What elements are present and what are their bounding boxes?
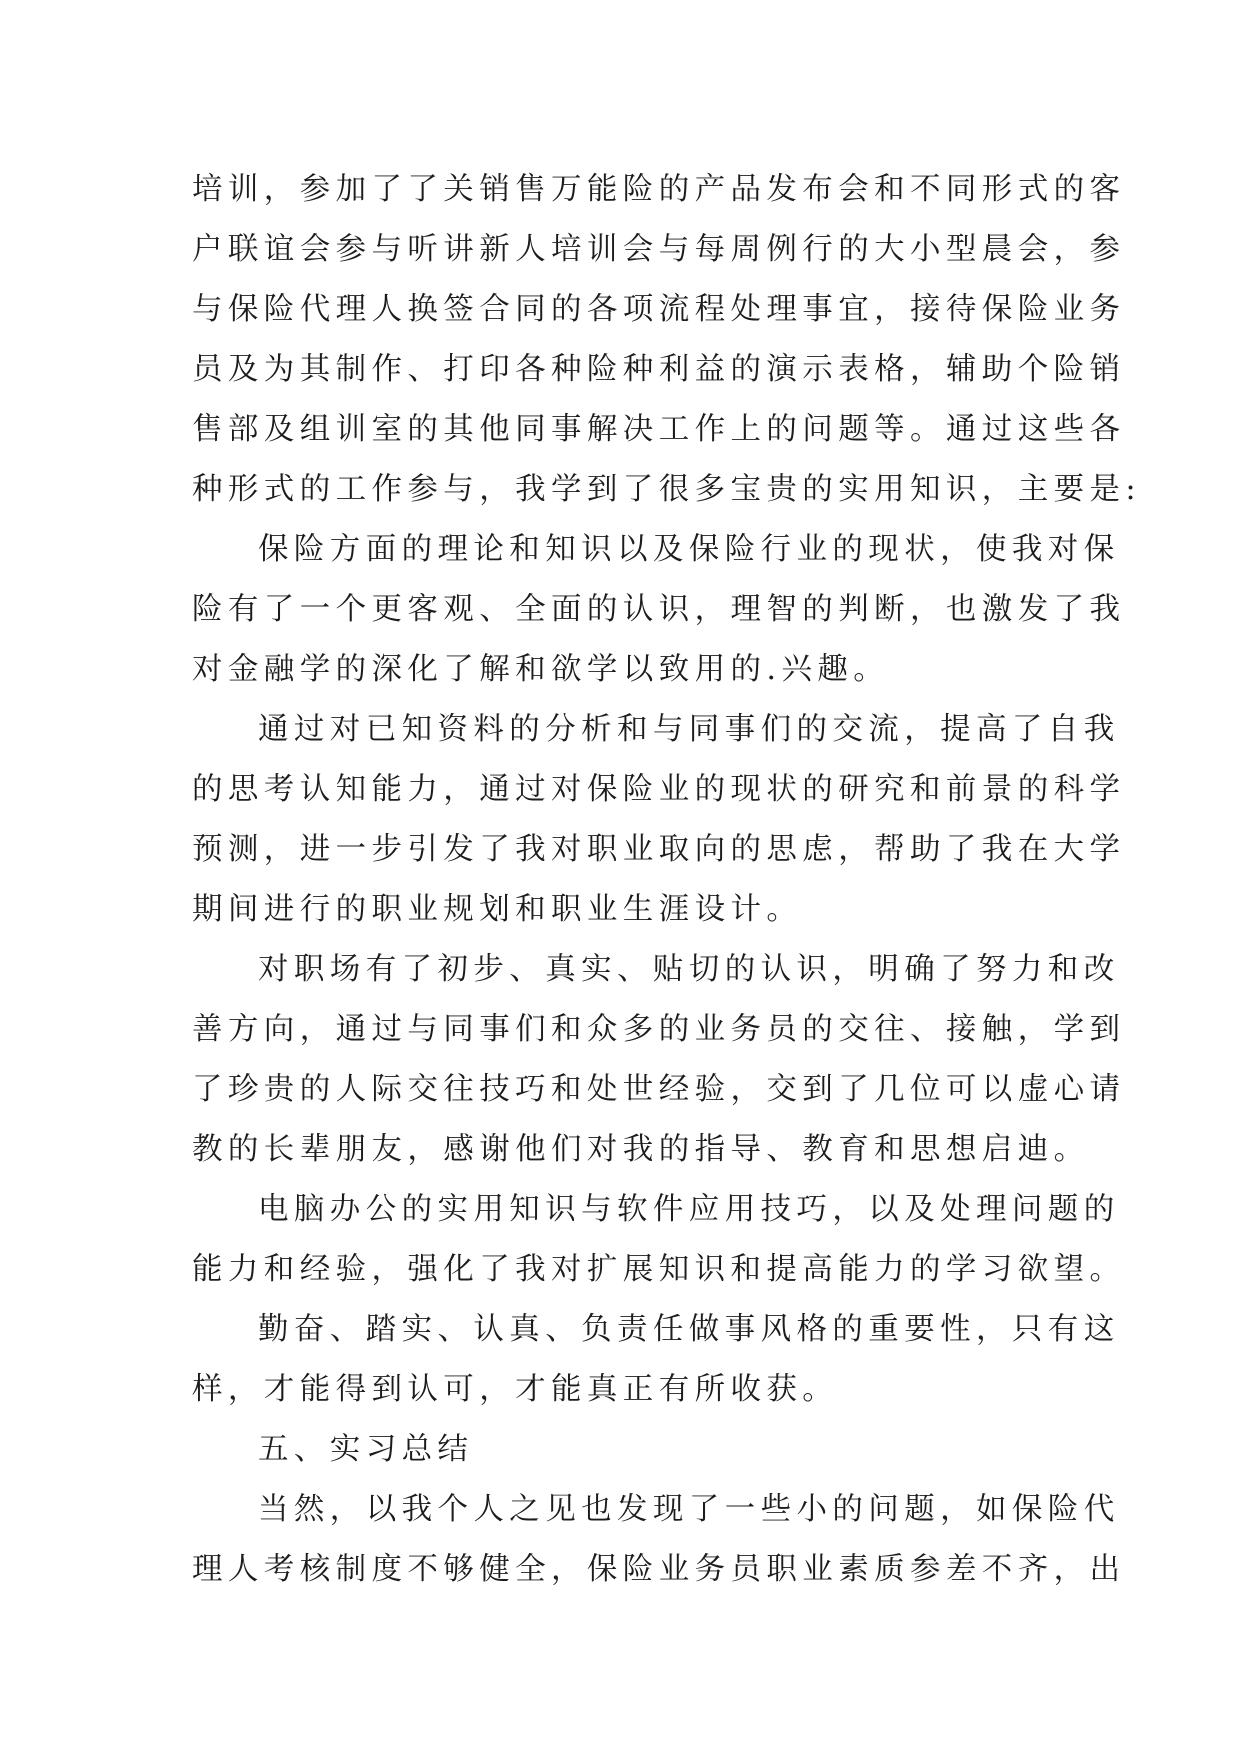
paragraph-first-line: 电脑办公的实用知识与软件应用技巧，以及处理问题的 (258, 1192, 1120, 1227)
section-heading: 五、实习总结 (258, 1432, 474, 1467)
text-line: 善方向，通过与同事们和众多的业务员的交往、接触，学到 (192, 1012, 1126, 1047)
text-line: 种形式的工作参与，我学到了很多宝贵的实用知识，主要是: (192, 472, 1142, 507)
paragraph-first-line: 保险方面的理论和知识以及保险行业的现状，使我对保 (258, 532, 1120, 567)
text-line: 的思考认知能力，通过对保险业的现状的研究和前景的科学 (192, 772, 1126, 807)
text-line: 理人考核制度不够健全，保险业务员职业素质参差不齐，出 (192, 1552, 1126, 1587)
paragraph-first-line: 通过对已知资料的分析和与同事们的交流，提高了自我 (258, 712, 1120, 747)
text-line: 险有了一个更客观、全面的认识，理智的判断，也激发了我 (192, 592, 1126, 627)
document-body (192, 160, 1142, 1600)
text-line: 与保险代理人换签合同的各项流程处理事宜，接待保险业务 (192, 292, 1126, 327)
text-line: 对金融学的深化了解和欲学以致用的.兴趣。 (192, 652, 890, 687)
text-line: 培训，参加了了关销售万能险的产品发布会和不同形式的客 (192, 172, 1126, 207)
text-line: 期间进行的职业规划和职业生涯设计。 (192, 892, 803, 927)
text-line: 教的长辈朋友，感谢他们对我的指导、教育和思想启迪。 (192, 1132, 1090, 1167)
text-line: 能力和经验，强化了我对扩展知识和提高能力的学习欲望。 (192, 1252, 1126, 1287)
text-line: 员及为其制作、打印各种险种利益的演示表格，辅助个险销 (192, 352, 1126, 387)
paragraph-first-line: 当然，以我个人之见也发现了一些小的问题，如保险代 (258, 1492, 1120, 1527)
text-line: 了珍贵的人际交往技巧和处世经验，交到了几位可以虚心请 (192, 1072, 1126, 1107)
text-line: 样，才能得到认可，才能真正有所收获。 (192, 1372, 839, 1407)
text-line: 预测，进一步引发了我对职业取向的思虑，帮助了我在大学 (192, 832, 1126, 867)
paragraph-first-line: 对职场有了初步、真实、贴切的认识，明确了努力和改 (258, 952, 1120, 987)
paragraph-first-line: 勤奋、踏实、认真、负责任做事风格的重要性，只有这 (258, 1312, 1120, 1347)
text-line: 户联谊会参与听讲新人培训会与每周例行的大小型晨会，参 (192, 232, 1126, 267)
text-line: 售部及组训室的其他同事解决工作上的问题等。通过这些各 (192, 412, 1126, 447)
